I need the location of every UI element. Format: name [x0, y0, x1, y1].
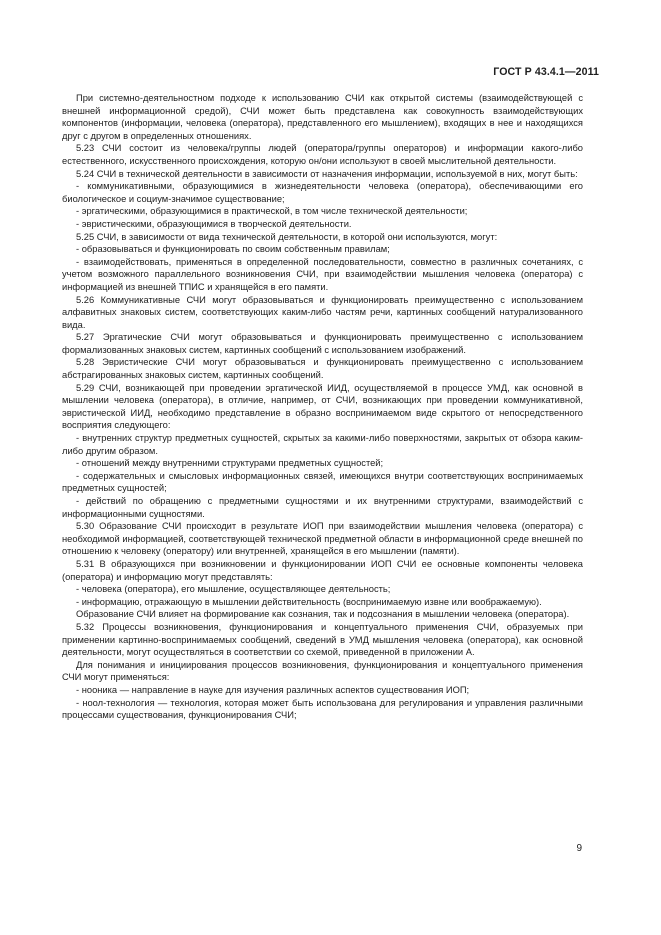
list-item: - нооника — направление в науке для изучения различных аспектов существования ИОП; — [76, 684, 470, 695]
paragraph: Для понимания и инициирования процессов возникновения, функционирования и концептуального применения СЧИ могут применяться: — [62, 659, 583, 683]
list-item: - образовываться и функционировать по своим собственным правилам; — [76, 244, 390, 255]
paragraph: 5.25 СЧИ, в зависимости от вида технической деятельности, в которой они используются, могут: — [76, 231, 498, 242]
paragraph: 5.27 Эргатические СЧИ могут образовываться и функционировать преимущественно с использованием формализованных знаковых систем, картинных сообщений с использованием изображений. — [62, 332, 583, 355]
standard-code: ГОСТ Р 43.4.1—2011 — [493, 66, 599, 78]
list-item: - коммуникативными, образующимися в жизнедеятельности человека (оператора), обеспечивающими его биологическое и социум-значимое существование; — [62, 181, 583, 204]
paragraph: 5.23 СЧИ состоит из человека/группы людей (оператора/группы операторов) и информации какого-либо естественного, искусственного происхождения, которую он/они используют в своей мыслительной деятельности. — [62, 143, 583, 166]
list-item: - внутренних структур предметных сущностей, скрытых за какими-либо поверхностями, закрытых от обзора каким-либо другим образом. — [62, 433, 583, 456]
list-item: - отношений между внутренними структурами предметных сущностей; — [76, 458, 384, 469]
list-item: - содержательных и смысловых информационных связей, имеющихся внутри соответствующих воспринимаемых предметных сущностей; — [62, 470, 583, 494]
paragraph: 5.26 Коммуникативные СЧИ могут образовываться и функционировать преимущественно с использованием алфавитных знаковых систем, соответствующих каким-либо частям речи, картинных сообщений натурализованного вида. — [62, 294, 583, 330]
paragraph: 5.24 СЧИ в технической деятельности в зависимости от назначения информации, используемой в них, могут быть: — [76, 168, 578, 179]
list-item: - эргатическими, образующимися в практической, в том числе технической деятельности; — [76, 206, 468, 217]
list-item: - взаимодействовать, применяться в определенной последовательности, совместно в различных сочетаниях, с учетом возможного параллельного возникновения СЧИ, при взаимодействии мышления человека (оператора) с информацией из внешней ТПИС и хранящейся в его памяти. — [62, 256, 583, 292]
list-item: - человека (оператора), его мышление, осуществляющее деятельность; — [76, 584, 391, 595]
document-body — [62, 92, 583, 722]
paragraph: 5.30 Образование СЧИ происходит в результате ИОП при взаимодействии мышления человека (оператора) с необходимой информацией, соответствующей технической предметной области в информационной среде внешней по отношению к человеку (оператору) или внутренней, хранящейся в его мышлении (памяти). — [62, 521, 583, 557]
list-item: - действий по обращению с предметными сущностями и их внутренними структурами, взаимодействий с информационными сущностями. — [62, 496, 583, 519]
list-item: - информацию, отражающую в мышлении действительность (воспринимаемую извне или воображаемую). — [76, 596, 542, 607]
paragraph: Образование СЧИ влияет на формирование как сознания, так и подсознания в мышлении человека (оператора). — [76, 609, 570, 620]
paragraph: 5.31 В образующихся при возникновении и функционировании ИОП СЧИ ее основные компоненты человека (оператора) и информацию могут представлять: — [62, 558, 583, 582]
list-item: - эвристическими, образующимися в творческой деятельности. — [76, 218, 352, 229]
paragraph: При системно-деятельностном подходе к использованию СЧИ как открытой системы (взаимодействующей с внешней информационной средой), СЧИ может быть представлена как совокупность взаимодействующих компонентов (информации, человека (оператора), представленного его мышлением), входящих в нее и находящихся друг с другом в определенных отношениях. — [62, 93, 583, 141]
paragraph: 5.29 СЧИ, возникающей при проведении эргатической ИИД, осуществляемой в процессе УМД, как основной в мышлении человека (оператора), в отличие, например, от СЧИ, возникающих при проведении коммуникативной, эвристической ИИД, необходимо представление в образно воспринимаемом виде скрытого от непосредственного восприятия следующего: — [62, 382, 583, 431]
page-number: 9 — [576, 843, 582, 854]
paragraph: 5.28 Эвристические СЧИ могут образовываться и функционировать преимущественно с использованием абстрагированных знаковых систем, картинных сообщений. — [62, 357, 583, 381]
list-item: - ноол-технология — технология, которая может быть использована для регулирования и управления различными процессами существования, функционирования СЧИ; — [62, 697, 583, 721]
paragraph: 5.32 Процессы возникновения, функционирования и концептуального применения СЧИ, образуемых при применении картинно-воспринимаемых сообщений, сведений в УМД мышления человека (оператора), как основной деятельности, могут осуществляться в соответствии со схемой, приведенной в приложении А. — [62, 621, 583, 658]
